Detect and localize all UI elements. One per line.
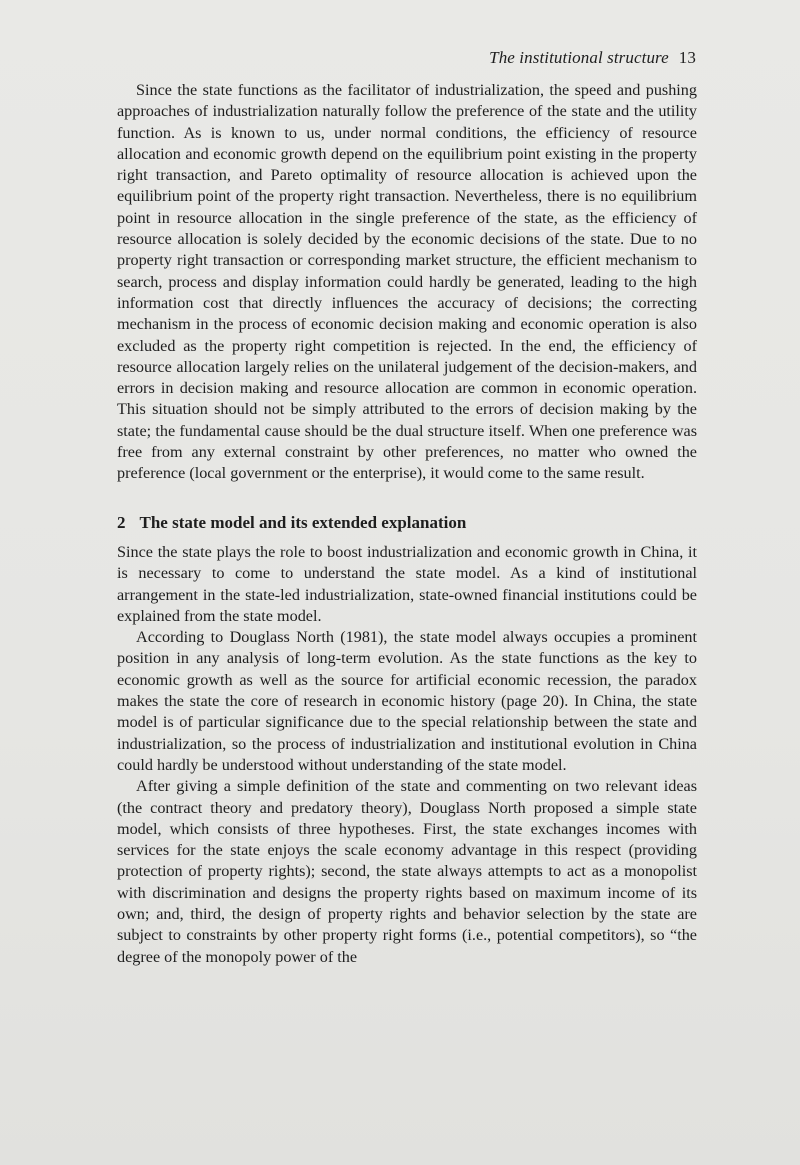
paragraph-1: Since the state functions as the facilitator of industrialization, the speed and pushing approaches of industrialization naturally follow the preference of the state and the utility function. As is known to us, under normal conditions, the efficiency of resource allocation and economic growth depend on the equilibrium point existing in the property right transaction, and Pareto optimality of resource allocation is achieved upon the equilibrium point of the property right transaction. Nevertheless, there is no equilibrium point in resource allocation in the single preference of the state, as the efficiency of resource allocation is solely decided by the economic decisions of the state. Due to no property right transaction or corresponding market structure, the efficient mechanism to search, process and display information could hardly be generated, leading to the high information cost that directly influences the accuracy of decisions; the correcting mechanism in the process of economic decision making and economic operation is also excluded as the property right competition is rejected. In the end, the efficiency of resource allocation largely relies on the unilateral judgement of the decision-makers, and errors in decision making and resource allocation are common in economic operation. This situation should not be simply attributed to the errors of decision making by the state; the fundamental cause should be the dual structure itself. When one preference was free from any external constraint by other preferences, no matter who owned the preference (local government or the enterprise), it would come to the same result.	[117, 81, 697, 483]
section-title: The state model and its extended explanation	[139, 512, 467, 532]
section-number: 2	[117, 512, 126, 532]
running-head	[489, 48, 696, 68]
paragraph-4: After giving a simple definition of the state and commenting on two relevant ideas (the contract theory and predatory theory), Douglass North proposed a simple state model, which consists of three hypotheses. First, the state exchanges incomes with services for the state enjoys the scale economy advantage in this respect (providing protection of property rights); second, the state always attempts to act as a monopolist with discrimination and designs the property rights based on maximum income of its own; and, third, the design of property rights and behavior selection by the state are subject to constraints by other property right forms (i.e., potential competitors), so “the degree of the monopoly power of the	[117, 777, 697, 966]
running-title: The institutional structure	[489, 48, 669, 67]
page-number: 13	[678, 48, 696, 67]
paragraph-3: According to Douglass North (1981), the state model always occupies a prominent position in any analysis of long-term evolution. As the state functions as the key to economic growth as well as the source for artificial economic recession, the paradox makes the state the core of research in economic history (page 20). In China, the state model is of particular significance due to the special relationship between the state and industrialization, so the process of industrialization and institutional evolution in China could hardly be understood without understanding of the state model.	[117, 628, 697, 774]
section-heading	[117, 512, 697, 533]
body-text	[117, 80, 697, 968]
paragraph-2: Since the state plays the role to boost industrialization and economic growth in China, it is necessary to come to understand the state model. As a kind of institutional arrangement in the state-led industrialization, state-owned financial institutions could be explained from the state model.	[117, 542, 697, 625]
